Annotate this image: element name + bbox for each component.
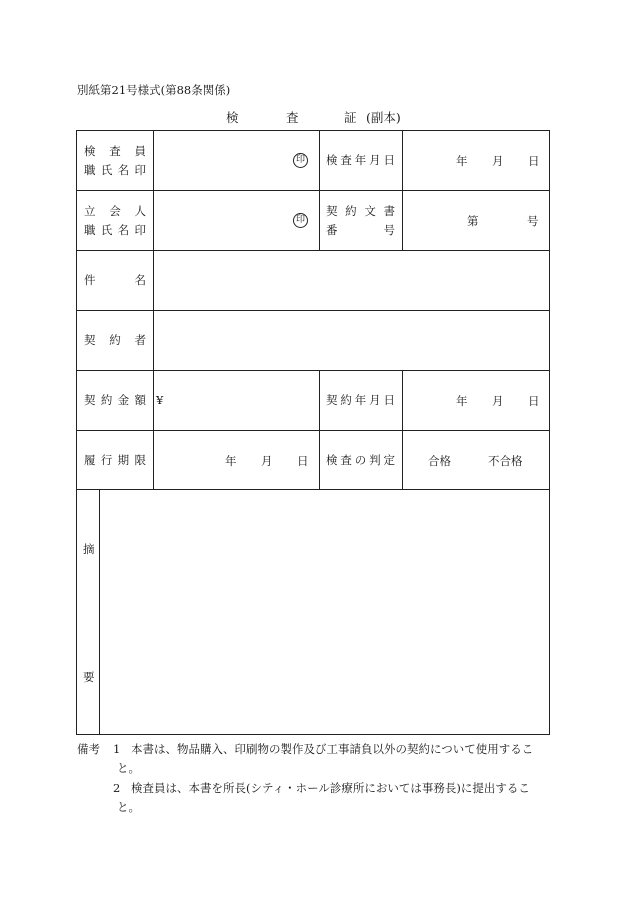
label-char: 約	[340, 393, 352, 407]
label-char: 氏	[100, 222, 113, 237]
label-char: 契	[84, 393, 96, 407]
label-char: 月	[369, 393, 381, 407]
inspector-label	[84, 130, 146, 190]
contract-date-label	[326, 370, 395, 430]
label-char: 検	[326, 153, 338, 167]
label-char: 印	[134, 162, 146, 177]
label-char: 年	[354, 153, 367, 167]
performance-deadline-label	[84, 430, 146, 489]
contract-amount-field[interactable]	[156, 370, 318, 430]
note-1-number: 1	[113, 742, 121, 756]
inspector-label-line2	[84, 162, 146, 178]
contract-date-day: 日	[528, 394, 540, 408]
label-char: 期	[117, 452, 130, 467]
label-char: 契	[84, 333, 96, 347]
label-char: 約	[100, 393, 113, 407]
witness-label	[84, 190, 146, 250]
label-char: 名	[134, 273, 146, 287]
seal-icon: 印	[293, 213, 308, 228]
label-char: 人	[134, 203, 146, 218]
label-char: 行	[100, 452, 113, 467]
title-copy-label: (副本)	[366, 110, 401, 125]
inspection-date-label	[326, 130, 395, 190]
contractor-label	[84, 310, 146, 370]
contract-date-month: 月	[492, 394, 504, 408]
label-char: 名	[117, 222, 130, 237]
inspector-label-line1	[84, 143, 146, 159]
label-char: 額	[134, 393, 146, 407]
inspection-date-day: 日	[528, 154, 540, 168]
witness-seal-mark	[293, 213, 308, 228]
label-char: 査	[109, 143, 121, 158]
inspector-seal-mark	[293, 153, 308, 168]
currency-symbol: ¥	[156, 393, 164, 407]
form-reference: 別紙第21号様式(第88条関係)	[77, 83, 231, 97]
label-char: 文	[364, 203, 376, 218]
label-char: 履	[84, 452, 96, 467]
label-char: 年	[354, 393, 367, 407]
deadline-day: 日	[297, 454, 309, 468]
label-char: 契	[326, 393, 338, 407]
label-char: 書	[383, 203, 395, 218]
label-char: 月	[369, 153, 381, 167]
label-char: 名	[117, 162, 130, 177]
title-char-1: 検	[226, 110, 239, 125]
label-char: 日	[383, 393, 395, 407]
witness-label-line1	[84, 203, 146, 219]
label-char: 者	[134, 333, 146, 347]
contract-doc-label-line1	[326, 203, 395, 219]
witness-label-line2	[84, 222, 146, 238]
note-1-line1: 本書は、物品購入、印刷物の製作及び工事請負以外の契約について使用するこ	[131, 742, 534, 756]
note-2-line2: と。	[117, 800, 140, 814]
inspection-date-month: 月	[492, 154, 504, 168]
deadline-month: 月	[261, 454, 273, 468]
contract-doc-number-label	[326, 190, 395, 250]
label-char: 査	[340, 153, 352, 167]
contract-date-year: 年	[456, 394, 468, 408]
title-char-3: 証	[344, 110, 357, 125]
label-char: 検	[326, 452, 338, 467]
label-char: 氏	[100, 162, 113, 177]
label-char: 約	[345, 203, 357, 218]
label-char: 会	[109, 203, 121, 218]
doc-number-suffix: 号	[527, 214, 539, 228]
label-char: 約	[109, 333, 121, 347]
subject-field[interactable]	[154, 250, 549, 310]
label-char: 印	[134, 222, 146, 237]
label-char: 検	[84, 143, 96, 158]
note-2-line1: 検査員は、本書を所長(シティ・ホール診療所においては事務長)に提出するこ	[131, 781, 530, 795]
label-char: 定	[383, 452, 395, 467]
label-char: の	[354, 452, 367, 467]
label-char: 査	[340, 452, 352, 467]
seal-icon: 印	[293, 153, 308, 168]
contract-amount-label	[84, 370, 146, 430]
contractor-field[interactable]	[154, 310, 549, 370]
label-char: 契	[326, 203, 338, 218]
label-char: 判	[369, 452, 381, 467]
label-char: 職	[84, 222, 96, 237]
label-char: 日	[383, 153, 395, 167]
label-char: 員	[134, 143, 146, 158]
notes-heading: 備考	[77, 742, 100, 756]
label-char: 立	[84, 203, 96, 218]
remarks-label-top: 摘	[83, 542, 95, 556]
label-char: 件	[84, 273, 96, 287]
judgement-pass-option[interactable]: 合格	[428, 454, 451, 468]
doc-number-prefix: 第	[467, 214, 479, 228]
label-char: 限	[134, 452, 146, 467]
judgement-fail-option[interactable]: 不合格	[488, 454, 523, 468]
label-char: 職	[84, 162, 96, 177]
contract-doc-label-line2	[326, 222, 395, 238]
inspection-judgement-label	[326, 430, 395, 489]
subject-label	[84, 250, 146, 310]
label-char: 番	[326, 222, 338, 237]
label-char: 金	[117, 393, 130, 407]
inspection-date-year: 年	[456, 154, 468, 168]
deadline-year: 年	[225, 454, 237, 468]
label-char: 号	[383, 222, 395, 237]
note-1-line2: と。	[117, 761, 140, 775]
remarks-label-bottom: 要	[83, 670, 95, 684]
remarks-field[interactable]	[100, 490, 549, 734]
note-2-number: 2	[113, 781, 121, 795]
title-char-2: 査	[286, 110, 299, 125]
